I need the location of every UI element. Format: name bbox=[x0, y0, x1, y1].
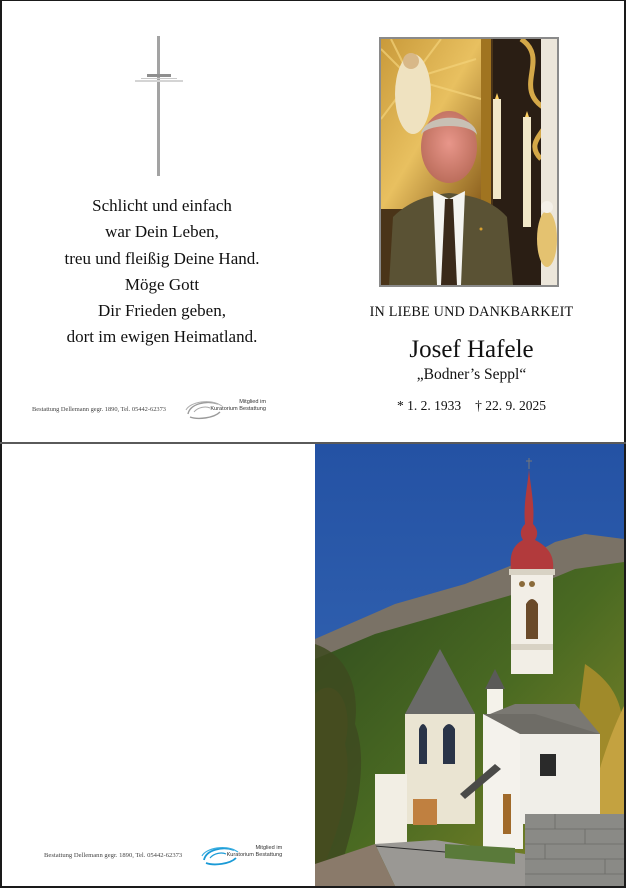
cross-icon bbox=[135, 36, 183, 176]
portrait-image bbox=[381, 39, 557, 285]
poem-line: Schlicht und einfach bbox=[92, 196, 232, 215]
birth-date: * 1. 2. 1933 bbox=[397, 398, 462, 413]
dedication-heading: IN LIEBE UND DANKBARKEIT bbox=[369, 304, 574, 320]
poem-line: treu und fleißig Deine Hand. bbox=[64, 248, 260, 268]
logo-line-2: Kuratorium Bestattung bbox=[226, 852, 283, 858]
death-date: † 22. 9. 2025 bbox=[475, 398, 546, 413]
poem bbox=[22, 193, 302, 351]
funeral-home-text: Bestattung Dellemann gegr. 1890, Tel. 05442-62373 bbox=[32, 405, 166, 413]
deceased-name: Josef Hafele bbox=[409, 336, 534, 363]
front-card bbox=[0, 0, 626, 443]
logo-line-2: Kuratorium Bestattung bbox=[210, 406, 266, 412]
logo-line-1: Mitglied im bbox=[255, 845, 283, 851]
funeral-home-footer-back bbox=[44, 842, 282, 868]
funeral-home-footer bbox=[32, 396, 266, 422]
deceased-nickname: „Bodner’s Seppl“ bbox=[416, 366, 527, 383]
church-image bbox=[315, 444, 624, 886]
logo-line-1: Mitglied im bbox=[239, 399, 266, 405]
life-dates bbox=[315, 398, 626, 414]
poem-line: Möge Gott bbox=[124, 274, 200, 294]
kuratorium-logo bbox=[200, 842, 282, 868]
portrait-photo bbox=[379, 37, 559, 287]
poem-line: war Dein Leben, bbox=[105, 222, 219, 242]
church-photo bbox=[315, 444, 624, 886]
poem-line: dort im ewigen Heimatland. bbox=[66, 327, 258, 347]
kuratorium-logo bbox=[184, 396, 266, 422]
funeral-home-text: Bestattung Dellemann gegr. 1890, Tel. 05442-62373 bbox=[44, 851, 183, 859]
poem-line: Dir Frieden geben, bbox=[98, 301, 226, 321]
